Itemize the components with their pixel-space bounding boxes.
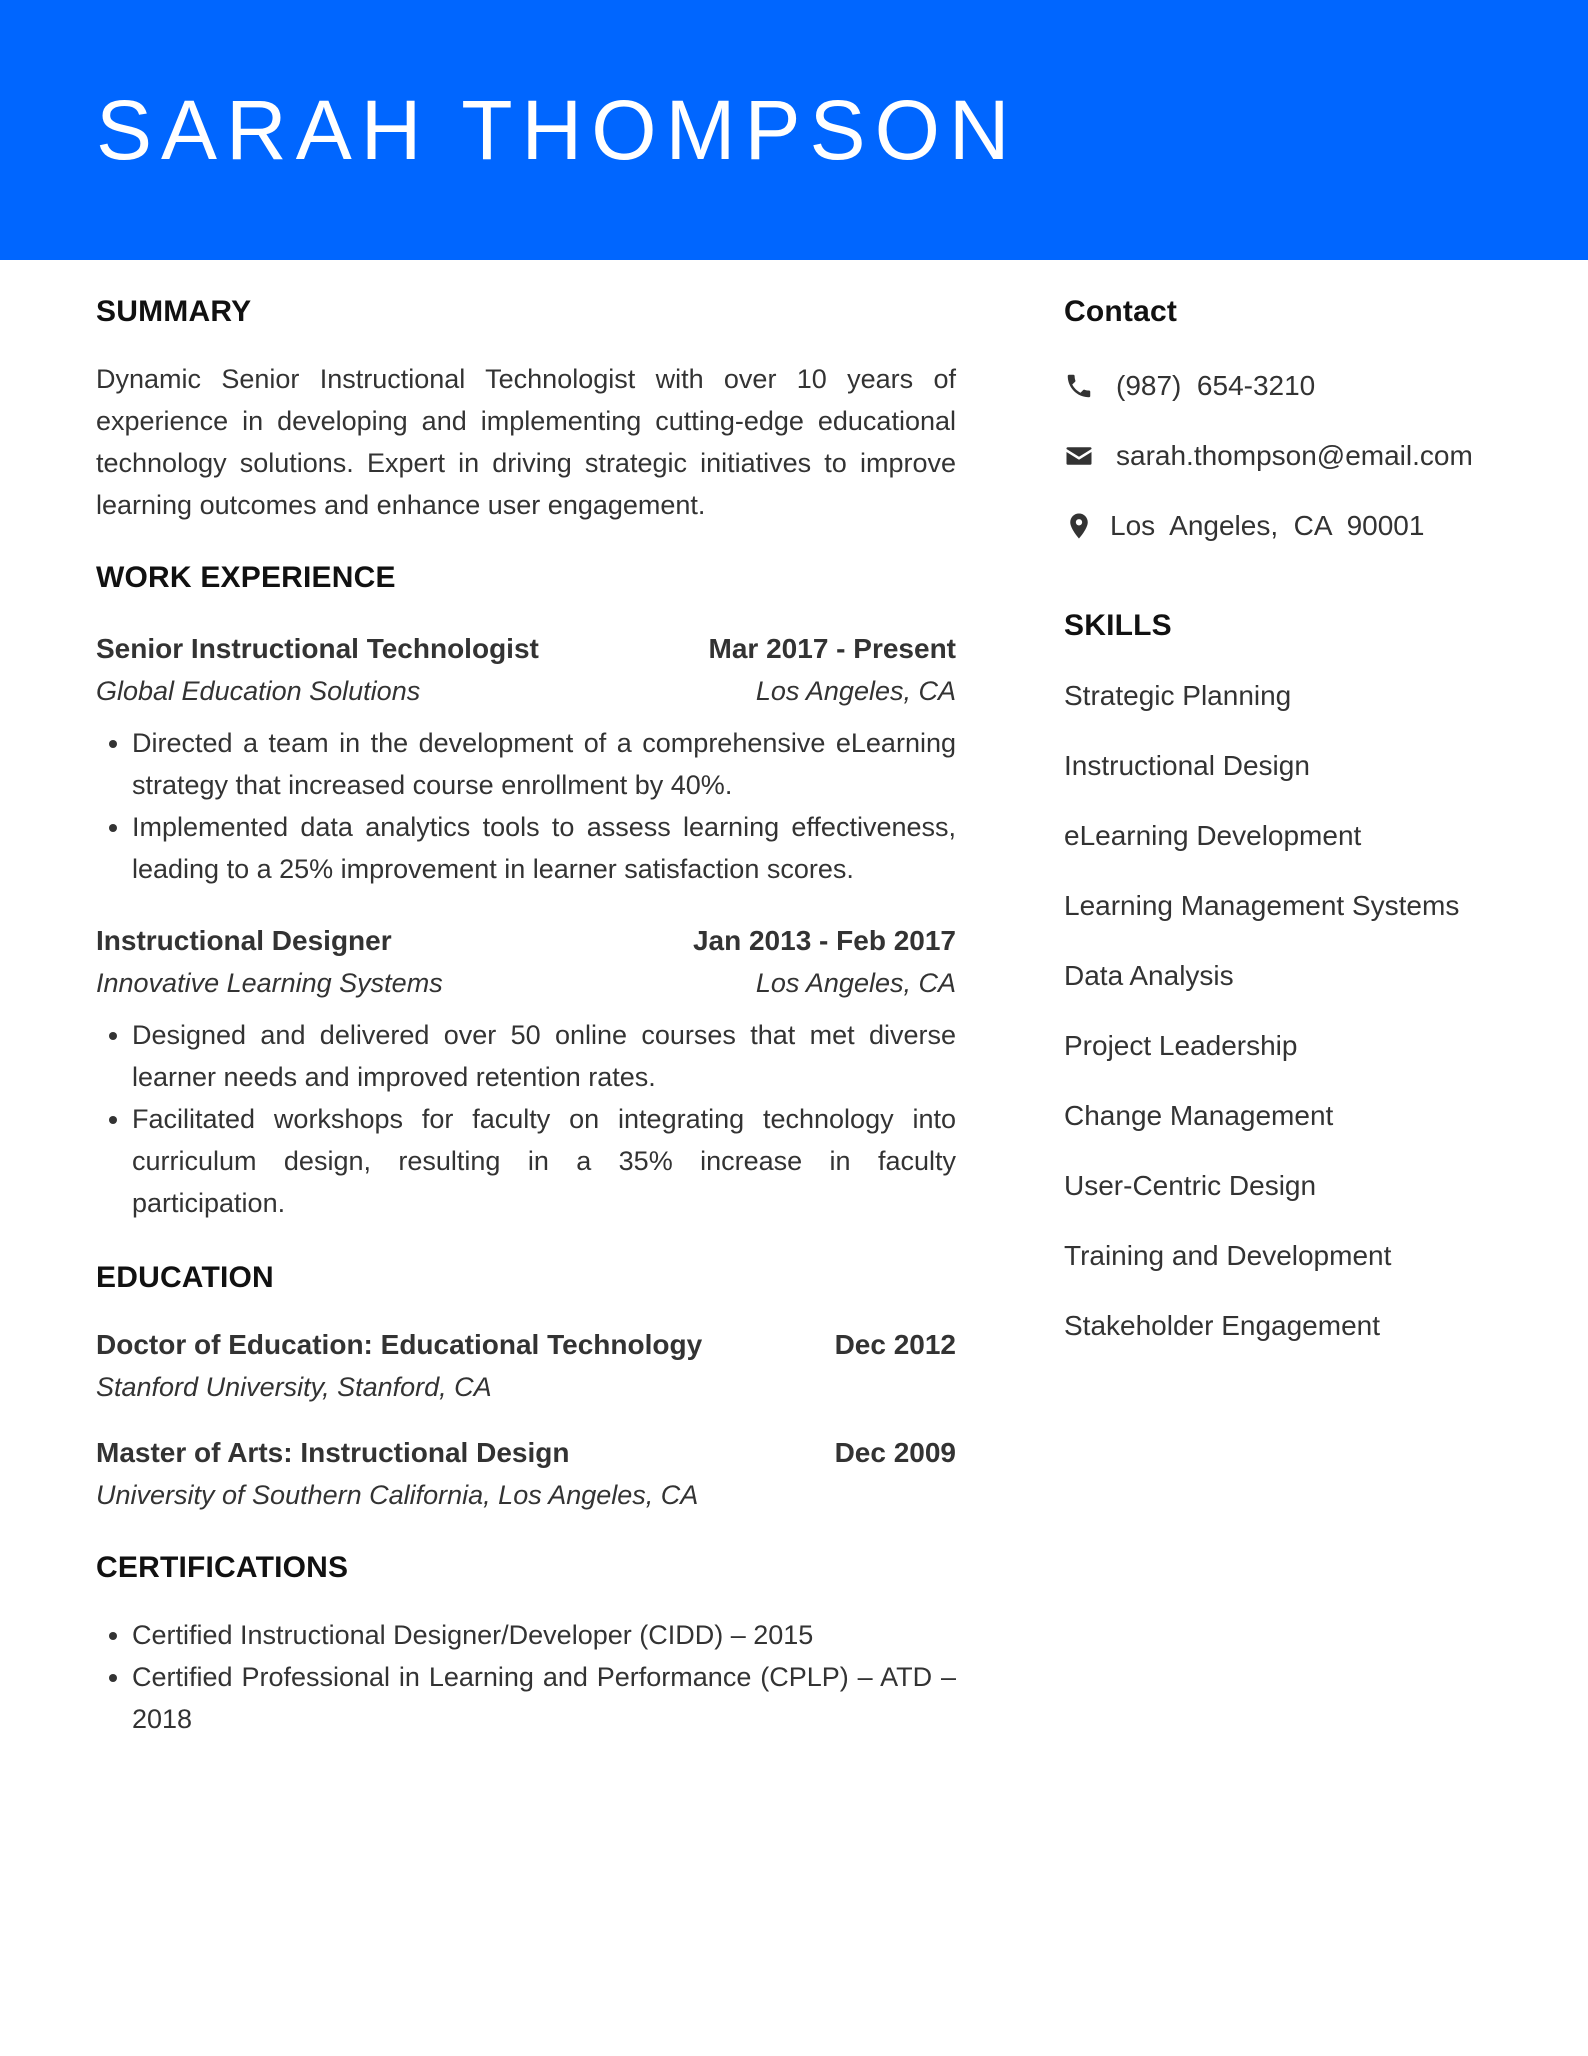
job-entry — [96, 920, 956, 1224]
school-name: Stanford University, Stanford, CA — [96, 1372, 492, 1402]
job-bullets — [96, 722, 956, 890]
job-title: Senior Instructional Technologist — [96, 633, 539, 664]
experience-heading: WORK EXPERIENCE — [96, 561, 396, 594]
certifications-section — [96, 1548, 956, 1740]
degree-date: Dec 2012 — [834, 1329, 956, 1360]
degree-title: Doctor of Education: Educational Technology — [96, 1329, 703, 1360]
job-dates: Mar 2017 - Present — [708, 633, 956, 664]
degree-date: Dec 2009 — [834, 1437, 956, 1468]
phone-icon — [1064, 371, 1094, 401]
skills-heading: SKILLS — [1064, 609, 1172, 642]
main-column — [96, 292, 956, 1740]
job-bullet: • Directed a team in the development of a comprehensive eLearning strategy that increased course enrollment by 40%. — [132, 722, 956, 806]
certification-item: • Certified Instructional Designer/Developer (CIDD) – 2015 — [132, 1614, 956, 1656]
map-pin-icon — [1064, 511, 1094, 541]
phone-number: (987) 654-3210 — [1116, 370, 1316, 401]
contact-phone — [1064, 366, 1504, 406]
job-bullets — [96, 1014, 956, 1224]
contact-email — [1064, 436, 1504, 476]
certifications-list — [96, 1614, 956, 1740]
certifications-heading: CERTIFICATIONS — [96, 1551, 349, 1584]
job-dates: Jan 2013 - Feb 2017 — [692, 925, 956, 956]
education-entry — [96, 1324, 956, 1408]
job-location: Los Angeles, CA — [755, 968, 956, 998]
skill-item: Training and Development — [1064, 1240, 1392, 1271]
location-text: Los Angeles, CA 90001 — [1110, 510, 1425, 541]
summary-section — [96, 292, 956, 526]
contact-section — [1064, 292, 1504, 546]
job-company: Innovative Learning Systems — [96, 968, 443, 998]
candidate-name: SARAH THOMPSON — [96, 83, 1019, 177]
header-banner — [0, 0, 1588, 260]
summary-text: Dynamic Senior Instructional Technologist with over 10 years of experience in developing and implementing cutting-edge educational technology solutions. Expert in driving strategic initiatives to improve learning outcomes and enhance user engagement. — [96, 364, 956, 520]
degree-title: Master of Arts: Instructional Design — [96, 1437, 570, 1468]
contact-location — [1064, 506, 1504, 546]
skill-item: Learning Management Systems — [1064, 890, 1460, 921]
education-heading: EDUCATION — [96, 1261, 274, 1294]
envelope-icon — [1064, 441, 1094, 471]
skill-item: Stakeholder Engagement — [1064, 1310, 1380, 1341]
email-address: sarah.thompson@email.com — [1116, 440, 1473, 471]
job-company: Global Education Solutions — [96, 676, 421, 706]
skills-section — [1064, 606, 1504, 1346]
school-name: University of Southern California, Los Angeles, CA — [96, 1480, 699, 1510]
skill-item: Change Management — [1064, 1100, 1334, 1131]
skill-item: Strategic Planning — [1064, 680, 1292, 711]
certification-item: • Certified Professional in Learning and Performance (CPLP) – ATD – 2018 — [132, 1656, 956, 1740]
skill-item: Instructional Design — [1064, 750, 1310, 781]
sidebar-column — [1064, 292, 1504, 1376]
education-section — [96, 1258, 956, 1516]
skills-list — [1064, 676, 1504, 1346]
job-location: Los Angeles, CA — [755, 676, 956, 706]
job-bullet: • Implemented data analytics tools to assess learning effectiveness, leading to a 25% improvement in learner satisfaction scores. — [132, 806, 956, 890]
contact-heading: Contact — [1064, 295, 1178, 328]
skill-item: Project Leadership — [1064, 1030, 1298, 1061]
job-title: Instructional Designer — [96, 925, 392, 956]
job-entry — [96, 628, 956, 890]
experience-section — [96, 558, 956, 1224]
skill-item: eLearning Development — [1064, 820, 1362, 851]
skill-item: Data Analysis — [1064, 960, 1234, 991]
job-bullet: • Designed and delivered over 50 online courses that met diverse learner needs and improved retention rates. — [132, 1014, 956, 1098]
summary-heading: SUMMARY — [96, 295, 252, 328]
job-bullet: • Facilitated workshops for faculty on integrating technology into curriculum design, resulting in a 35% increase in faculty participation. — [132, 1098, 956, 1224]
education-entry — [96, 1432, 956, 1516]
skill-item: User-Centric Design — [1064, 1170, 1317, 1201]
